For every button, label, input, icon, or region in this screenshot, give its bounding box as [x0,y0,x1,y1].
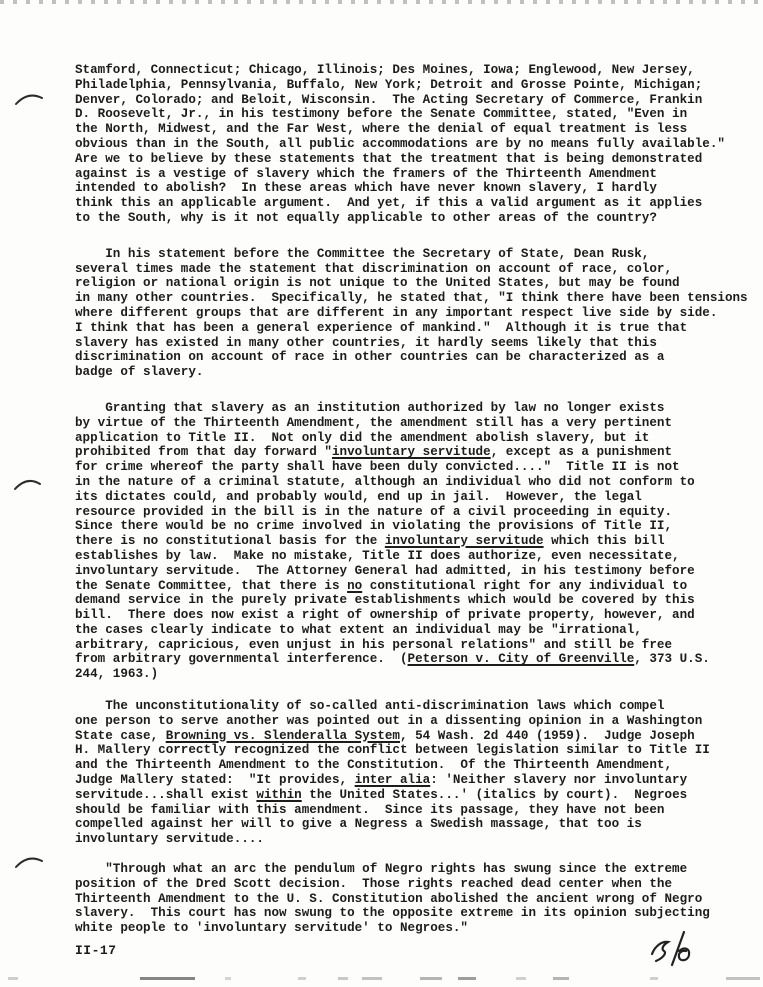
text-line: resource provided in the bill is in the nature of a civil proceeding in equity. [75,504,673,519]
text-line: the North, Midwest, and the Far West, where the denial of equal treatment is less [75,122,688,137]
scan-artifact-dash [553,977,569,980]
scan-artifact-dash [8,977,18,980]
text-line: Judge Mallery stated: "It provides, inter alia: 'Neither slavery nor involuntary [75,773,688,788]
text-line: in many other countries. Specifically, he stated that, "I think there have been tensions [75,291,748,306]
text-line: and the Thirteenth Amendment to the Constitution. Of the Thirteenth Amendment, [75,758,673,773]
text-line: Thirteenth Amendment to the U. S. Constitution abolished the ancient wrong of Negro [75,891,703,906]
text-line: H. Mallery correctly recognized the conflict between legislation similar to Title II [75,743,710,758]
text-line: Stamford, Connecticut; Chicago, Illinois; Des Moines, Iowa; Englewood, New Jersey, [75,63,695,77]
text-line: intended to abolish? In these areas which have never known slavery, I hardly [75,181,657,196]
text-line: from arbitrary governmental interference. (Peterson v. City of Greenville, 373 U.S. [75,652,710,667]
text-line: should be familiar with this amendment. Since its passage, they have not been [75,802,665,817]
scan-artifact-dash [338,977,348,980]
text-line: application to Title II. Not only did the amendment abolish slavery, but it [75,430,650,445]
text-line: establishes by law. Make no mistake, Title II does authorize, even necessitate, [75,548,680,563]
paragraph [75,401,763,682]
text-line: 244, 1963.) [75,667,159,682]
text-line: The unconstitutionality of so-called anti-discrimination laws which compel [75,699,665,714]
text-line: white people to 'involuntary servitude' to Negroes." [75,921,468,936]
margin-check-mark [13,89,45,107]
text-line: Granting that slavery as an institution authorized by law no longer exists [75,400,665,415]
text-line: Philadelphia, Pennsylvania, Buffalo, New York; Detroit and Grosse Pointe, Michigan; [75,77,703,92]
scan-artifact-dash [362,977,382,980]
scan-edge-marks-bottom [0,977,763,981]
text-line: its dictates could, and probably would, end up in jail. However, the legal [75,489,642,504]
text-line: religion or national origin is not unique to the United States, but may be found [75,276,680,291]
text-line: discrimination on account of race in other countries can be characterized as a [75,350,665,365]
text-line: badge of slavery. [75,365,204,380]
text-line: prohibited from that day forward "involuntary servitude, except as a punishment [75,445,673,460]
margin-check-mark [13,852,45,870]
paragraph [75,63,763,226]
text-line: arbitrary, capricious, even unjust in his personal relations" and still be free [75,637,673,652]
scan-artifact-dash [458,977,476,980]
text-line: the cases clearly indicate to what extent an individual may be "irrational, [75,622,642,637]
scan-artifact-dash [298,977,306,980]
text-line: by virtue of the Thirteenth Amendment, the amendment still has a very pertinent [75,415,673,430]
text-line: Denver, Colorado; and Beloit, Wisconsin. The Acting Secretary of Commerce, Frankin [75,92,703,107]
text-line: compelled against her will to give a Negress a Swedish massage, that too is [75,817,642,832]
text-line: "Through what an arc the pendulum of Negro rights has swung since the extreme [75,862,688,877]
text-line: in the nature of a criminal statute, although an individual who did not conform to [75,474,695,489]
scan-artifact-dash [726,977,760,980]
text-line: involuntary servitude. The Attorney General had admitted, in his testimony before [75,563,695,578]
scan-artifact-dash [140,977,195,980]
text-line: slavery has existed in many other countries, it hardly seems likely that this [75,335,657,350]
text-line: the Senate Committee, that there is no constitutional right for any individual to [75,578,688,593]
text-line: servitude...shall exist within the United States...' (italics by court). Negroes [75,787,688,802]
text-line: State case, Browning vs. Slenderalla System, 54 Wash. 2d 440 (1959). Judge Joseph [75,728,695,743]
text-line: slavery. This court has now swung to the opposite extreme in its opinion subjecting [75,906,710,921]
text-line: involuntary servitude.... [75,832,264,847]
text-line: D. Roosevelt, Jr., in his testimony before the Senate Committee, stated, "Even in [75,107,688,122]
text-line: several times made the statement that discrimination on account of race, color, [75,261,673,276]
paragraph [75,247,763,380]
text-line: Are we to believe by these statements that the treatment that is being demonstrated [75,151,703,166]
scan-artifact-dash [420,977,442,980]
text-line: against is a vestige of slavery which the framers of the Thirteenth Amendment [75,166,657,181]
page-number-label: II-17 [75,943,117,958]
text-line: In his statement before the Committee the Secretary of State, Dean Rusk, [75,246,650,261]
scan-artifact-dash [516,977,526,980]
handwritten-mark [646,929,700,969]
text-line: one person to serve another was pointed out in a dissenting opinion in a Washington [75,713,703,728]
scan-artifact-dash [225,977,231,980]
text-line: to the South, why is it not equally applicable to other areas of the country? [75,210,657,225]
text-line: think this an applicable argument. And yet, if this a valid argument as it applies [75,196,703,211]
text-line: position of the Dred Scott decision. Those rights reached dead center when the [75,876,673,891]
document-body [75,63,763,955]
text-line: bill. There does now exist a right of ownership of private property, however, and [75,608,695,623]
text-line: demand service in the purely private establishments which would be covered by this [75,593,695,608]
scan-edge-dots-top [0,0,763,4]
text-line: there is no constitutional basis for the involuntary servitude which this bill [75,534,665,549]
paragraph [75,699,763,847]
text-line: obvious than in the South, all public accommodations are by no means fully available." [75,136,725,151]
text-line: where different groups that are different in any important respect live side by side. [75,305,718,320]
text-line: I think that has been a general experience of mankind." Although it is true that [75,320,688,335]
paragraph [75,862,763,936]
margin-check-mark [12,474,44,492]
text-line: Since there would be no crime involved in violating the provisions of Title II, [75,519,673,534]
scan-artifact-dash [650,977,658,980]
text-line: for crime whereof the party shall have been duly convicted...." Title II is not [75,460,680,475]
